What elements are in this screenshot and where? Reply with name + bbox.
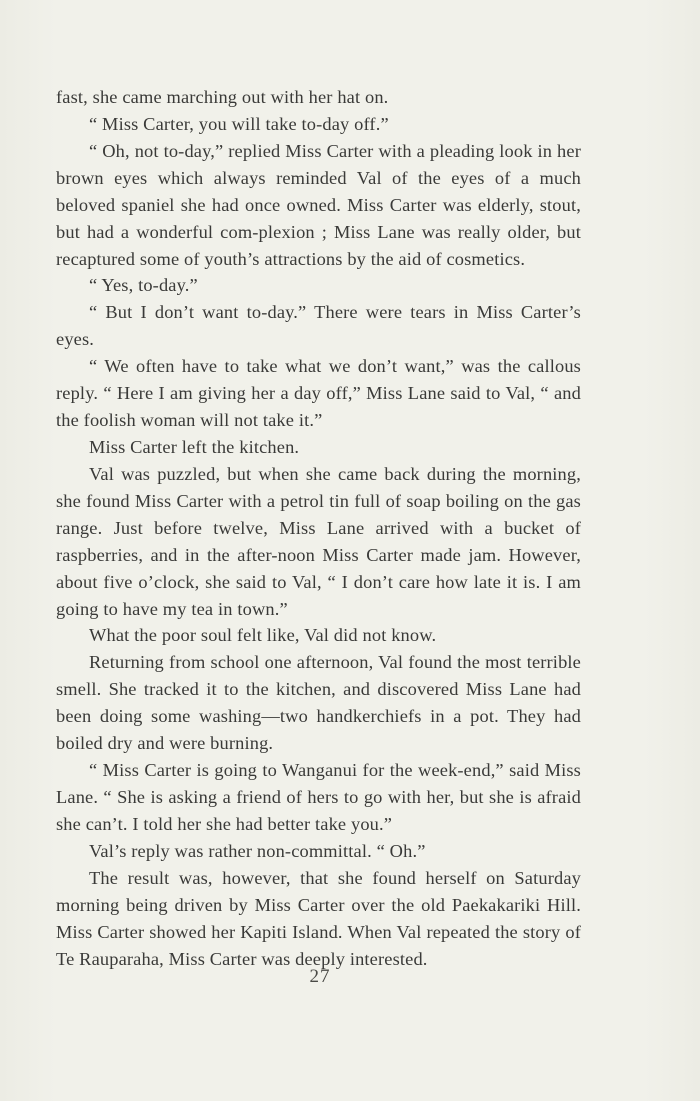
- paragraph: Val’s reply was rather non-committal. “ Oh.”: [89, 840, 426, 861]
- paragraph: Val was puzzled, but when she came back during the morning, she found Miss Carter with a petrol tin full of soap boiling on the gas range. Just before twelve, Miss Lane arrived with a bucket of raspberries, and in the after-noon Miss Carter made jam. However, about five o’clock, she said to Val, “ I don’t care how late it is. I am going to have my tea in town.”: [56, 463, 581, 619]
- paragraph: “ But I don’t want to-day.” There were tears in Miss Carter’s eyes.: [56, 302, 581, 350]
- paragraph: “ Yes, to-day.”: [89, 275, 198, 296]
- paragraph: “ Miss Carter is going to Wanganui for the week-end,” said Miss Lane. “ She is asking a friend of hers to go with her, but she is afraid she can’t. I told her she had better take you.”: [56, 760, 581, 834]
- paragraph: What the poor soul felt like, Val did not know.: [89, 625, 437, 646]
- page-number: 27: [309, 966, 331, 987]
- paragraph: “ Oh, not to-day,” replied Miss Carter with a pleading look in her brown eyes which always reminded Val of the eyes of a much beloved spaniel she had once owned. Miss Carter was elderly, stout, but had a wonderful com-plexion ; Miss Lane was really older, but recaptured some of youth’s attractions by the aid of cosmetics.: [56, 140, 581, 269]
- paragraph: “ Miss Carter, you will take to-day off.”: [89, 113, 389, 134]
- paragraph: Returning from school one afternoon, Val found the most terrible smell. She tracked it to the kitchen, and discovered Miss Lane had been doing some washing—two handkerchiefs in a pot. They had boiled dry and were burning.: [56, 652, 581, 754]
- paragraph: fast, she came marching out with her hat on.: [56, 87, 389, 107]
- paragraph: “ We often have to take what we don’t want,” was the callous reply. “ Here I am giving her a day off,” Miss Lane said to Val, “ and the foolish woman will not take it.”: [56, 356, 581, 431]
- body-text: [56, 84, 581, 972]
- paragraph: Miss Carter left the kitchen.: [89, 436, 300, 457]
- paragraph: The result was, however, that she found herself on Saturday morning being driven by Miss Carter over the old Paekakariki Hill. Miss Carter showed her Kapiti Island. When Val repeated the story of Te Rauparaha, Miss Carter was deeply interested.: [56, 867, 581, 969]
